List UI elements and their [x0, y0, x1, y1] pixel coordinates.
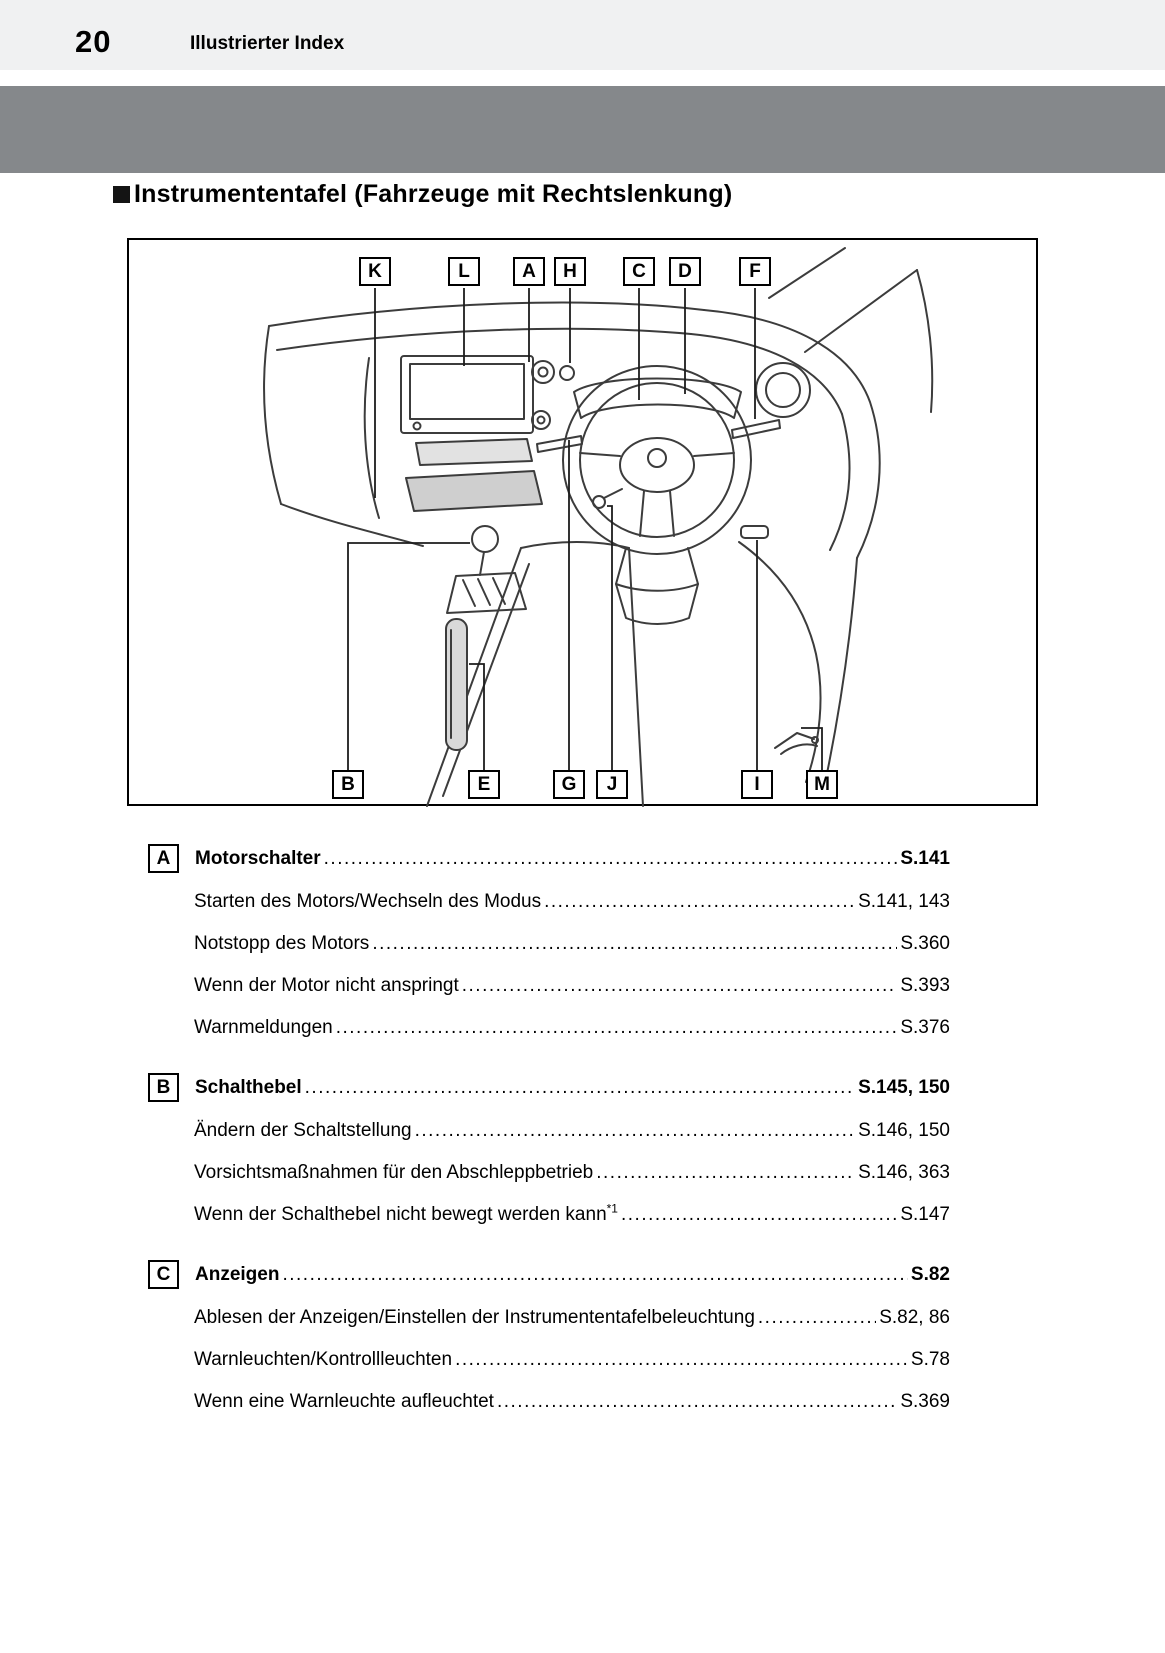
callout-C: C: [623, 257, 655, 286]
index-entry-a: [148, 838, 950, 881]
dot-leader: [324, 848, 898, 870]
index-subitem: [148, 1339, 950, 1381]
entry-pages: S.141: [900, 847, 950, 869]
subitem-label-text: Wenn der Schalthebel nicht bewegt werden kann: [194, 1204, 607, 1225]
subitem-pages: S.141, 143: [858, 891, 950, 912]
dot-leader: [462, 975, 898, 997]
index-entry-c: [148, 1254, 950, 1297]
index-subitem: [148, 1194, 950, 1236]
entry-letter-box: B: [148, 1073, 179, 1102]
callout-L: L: [448, 257, 480, 286]
entry-pages: S.145, 150: [858, 1076, 950, 1098]
index-subitem: [148, 1381, 950, 1423]
dot-leader: [282, 1264, 907, 1286]
subitem-label: Notstopp des Motors: [194, 933, 370, 954]
index-entry-b: [148, 1067, 950, 1110]
subitem-label: Warnleuchten/Kontrollleuchten: [194, 1349, 453, 1370]
callout-B: B: [332, 770, 364, 799]
entry-letter-box: A: [148, 844, 179, 873]
dot-leader: [415, 1120, 855, 1142]
callout-J: J: [596, 770, 628, 799]
subitem-label: Starten des Motors/Wechseln des Modus: [194, 891, 542, 912]
dashboard-diagram: [127, 238, 1038, 806]
subitem-pages: S.369: [900, 1391, 950, 1412]
index-subitem: [148, 881, 950, 923]
callout-I: I: [741, 770, 773, 799]
subitem-label: Wenn der Motor nicht anspringt: [194, 975, 459, 996]
subitem-pages: S.360: [900, 933, 950, 954]
page-number: 20: [75, 24, 112, 59]
dot-leader: [455, 1349, 908, 1371]
callout-E: E: [468, 770, 500, 799]
entry-title: Schalthebel: [195, 1076, 302, 1098]
subitem-label: Wenn eine Warnleuchte aufleuchtet: [194, 1391, 494, 1412]
subitem-pages: S.393: [900, 975, 950, 996]
entry-title: Anzeigen: [195, 1263, 280, 1285]
section-title-row: [113, 180, 732, 209]
index-subitem: [148, 965, 950, 1007]
subitem-pages: S.78: [910, 1349, 950, 1370]
subitem-label: Ablesen der Anzeigen/Einstellen der Instrumententafelbeleuchtung: [194, 1307, 755, 1328]
callout-leader-lines: [348, 288, 822, 770]
index-subitem: [148, 1152, 950, 1194]
dot-leader: [372, 933, 897, 955]
dot-leader: [305, 1077, 855, 1099]
entry-letter-box: C: [148, 1260, 179, 1289]
dot-leader: [497, 1391, 897, 1413]
subitem-pages: S.147: [900, 1204, 950, 1225]
dot-leader: [758, 1307, 876, 1329]
dashboard-illustration: [129, 240, 1040, 808]
callout-G: G: [553, 770, 585, 799]
index-subitem: [148, 923, 950, 965]
dot-leader: [621, 1204, 897, 1226]
dot-leader: [544, 891, 855, 913]
footnote-marker: *1: [606, 1201, 618, 1216]
dot-leader: [336, 1017, 898, 1039]
entry-pages: S.82: [910, 1263, 950, 1285]
callout-M: M: [806, 770, 838, 799]
subitem-label: Ändern der Schaltstellung: [194, 1120, 412, 1141]
subitem-pages: S.376: [900, 1017, 950, 1038]
index-subitem: [148, 1007, 950, 1049]
subitem-pages: S.82, 86: [879, 1307, 950, 1328]
subitem-pages: S.146, 363: [858, 1162, 950, 1183]
index-subitem: [148, 1110, 950, 1152]
section-title: Instrumententafel (Fahrzeuge mit Rechtslenkung): [134, 180, 733, 208]
page-header-strip: [0, 0, 1165, 70]
section-bullet-icon: [113, 186, 130, 203]
entry-title: Motorschalter: [195, 847, 321, 869]
callout-K: K: [359, 257, 391, 286]
callout-D: D: [669, 257, 701, 286]
subitem-label: Warnmeldungen: [194, 1017, 333, 1038]
index-subitem: [148, 1297, 950, 1339]
chapter-banner: [0, 86, 1165, 173]
chapter-header: Illustrierter Index: [190, 33, 345, 54]
callout-F: F: [739, 257, 771, 286]
subitem-label: [194, 1201, 618, 1226]
subitem-label: Vorsichtsmaßnahmen für den Abschleppbetrieb: [194, 1162, 594, 1183]
subitem-pages: S.146, 150: [858, 1120, 950, 1141]
callout-A: A: [513, 257, 545, 286]
callout-H: H: [554, 257, 586, 286]
illustrated-index-list: [148, 838, 950, 1423]
dot-leader: [596, 1162, 855, 1184]
